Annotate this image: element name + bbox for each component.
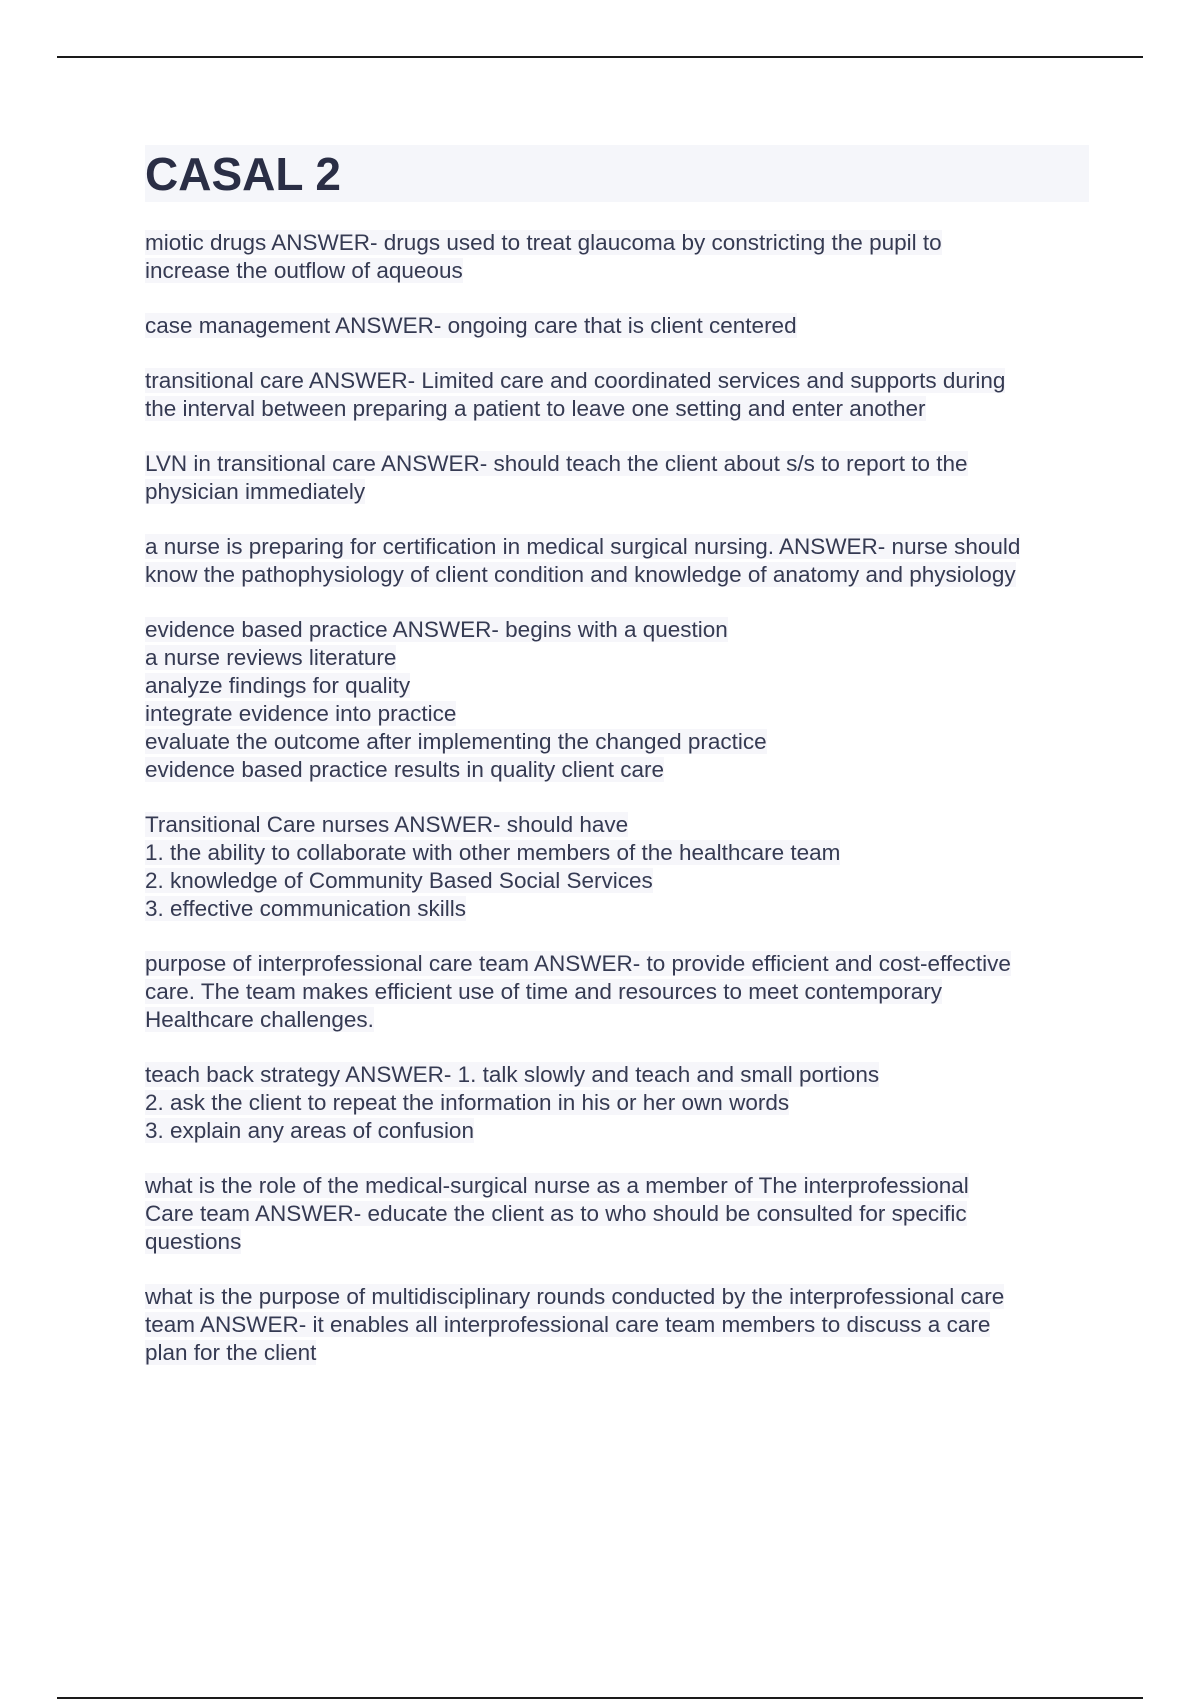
qa-line bbox=[145, 867, 1095, 895]
qa-line-text: Transitional Care nurses ANSWER- should have bbox=[145, 812, 629, 837]
qa-line-text: plan for the client bbox=[145, 1340, 317, 1365]
qa-line-text: know the pathophysiology of client condition and knowledge of anatomy and physiology bbox=[145, 562, 1016, 587]
qa-line bbox=[145, 700, 1095, 728]
bottom-rule bbox=[57, 1697, 1143, 1699]
qa-line bbox=[145, 811, 1095, 839]
document-title: CASAL 2 bbox=[145, 148, 341, 200]
qa-line bbox=[145, 1117, 1095, 1145]
qa-line bbox=[145, 756, 1095, 784]
qa-entry bbox=[145, 811, 1095, 923]
qa-line bbox=[145, 1089, 1095, 1117]
qa-line bbox=[145, 1061, 1095, 1089]
qa-line-text: 2. ask the client to repeat the information in his or her own words bbox=[145, 1090, 790, 1115]
qa-entry bbox=[145, 950, 1095, 1034]
qa-entry bbox=[145, 312, 1095, 340]
qa-line bbox=[145, 978, 1095, 1006]
qa-line-text: transitional care ANSWER- Limited care and coordinated services and supports during bbox=[145, 368, 1006, 393]
qa-line bbox=[145, 672, 1095, 700]
qa-line-text: case management ANSWER- ongoing care that is client centered bbox=[145, 313, 797, 338]
qa-line-text: the interval between preparing a patient to leave one setting and enter another bbox=[145, 396, 926, 421]
qa-line-text: care. The team makes efficient use of time and resources to meet contemporary bbox=[145, 979, 943, 1004]
qa-line bbox=[145, 561, 1095, 589]
qa-line bbox=[145, 367, 1095, 395]
qa-line bbox=[145, 229, 1095, 257]
qa-line bbox=[145, 839, 1095, 867]
qa-line-text: evaluate the outcome after implementing the changed practice bbox=[145, 729, 767, 754]
qa-line bbox=[145, 312, 1095, 340]
qa-line bbox=[145, 616, 1095, 644]
qa-list bbox=[145, 229, 1095, 1394]
qa-line-text: a nurse reviews literature bbox=[145, 645, 397, 670]
qa-entry bbox=[145, 616, 1095, 784]
qa-line bbox=[145, 1172, 1095, 1200]
qa-line bbox=[145, 728, 1095, 756]
qa-line bbox=[145, 395, 1095, 423]
top-rule bbox=[57, 56, 1143, 58]
qa-line bbox=[145, 478, 1095, 506]
qa-line-text: questions bbox=[145, 1229, 242, 1254]
qa-line bbox=[145, 950, 1095, 978]
qa-entry bbox=[145, 1061, 1095, 1145]
qa-line-text: what is the role of the medical-surgical nurse as a member of The interprofessional bbox=[145, 1173, 969, 1198]
qa-line-text: miotic drugs ANSWER- drugs used to treat glaucoma by constricting the pupil to bbox=[145, 230, 942, 255]
qa-entry bbox=[145, 533, 1095, 589]
qa-line-text: team ANSWER- it enables all interprofessional care team members to discuss a care bbox=[145, 1312, 991, 1337]
qa-line bbox=[145, 1311, 1095, 1339]
qa-line-text: 1. the ability to collaborate with other members of the healthcare team bbox=[145, 840, 841, 865]
qa-line bbox=[145, 1006, 1095, 1034]
qa-line bbox=[145, 1339, 1095, 1367]
qa-line bbox=[145, 257, 1095, 285]
qa-line-text: a nurse is preparing for certification in medical surgical nursing. ANSWER- nurse should bbox=[145, 534, 1021, 559]
qa-line-text: increase the outflow of aqueous bbox=[145, 258, 463, 283]
qa-entry bbox=[145, 367, 1095, 423]
qa-line-text: 2. knowledge of Community Based Social Services bbox=[145, 868, 653, 893]
qa-line-text: evidence based practice ANSWER- begins with a question bbox=[145, 617, 728, 642]
qa-line-text: 3. explain any areas of confusion bbox=[145, 1118, 474, 1143]
qa-entry bbox=[145, 1172, 1095, 1256]
qa-entry bbox=[145, 450, 1095, 506]
qa-line-text: integrate evidence into practice bbox=[145, 701, 457, 726]
qa-entry bbox=[145, 229, 1095, 285]
qa-line bbox=[145, 1283, 1095, 1311]
qa-line-text: what is the purpose of multidisciplinary rounds conducted by the interprofessional care bbox=[145, 1284, 1005, 1309]
qa-line-text: teach back strategy ANSWER- 1. talk slowly and teach and small portions bbox=[145, 1062, 880, 1087]
qa-line-text: LVN in transitional care ANSWER- should teach the client about s/s to report to the bbox=[145, 451, 968, 476]
qa-line-text: Healthcare challenges. bbox=[145, 1007, 374, 1032]
qa-line bbox=[145, 1228, 1095, 1256]
qa-line-text: 3. effective communication skills bbox=[145, 896, 466, 921]
qa-line-text: evidence based practice results in quality client care bbox=[145, 757, 665, 782]
qa-line bbox=[145, 1200, 1095, 1228]
qa-line-text: analyze findings for quality bbox=[145, 673, 411, 698]
qa-entry bbox=[145, 1283, 1095, 1367]
qa-line bbox=[145, 533, 1095, 561]
qa-line bbox=[145, 644, 1095, 672]
qa-line bbox=[145, 450, 1095, 478]
qa-line-text: Care team ANSWER- educate the client as to who should be consulted for specific bbox=[145, 1201, 967, 1226]
qa-line-text: purpose of interprofessional care team ANSWER- to provide efficient and cost-effective bbox=[145, 951, 1011, 976]
qa-line-text: physician immediately bbox=[145, 479, 366, 504]
qa-line bbox=[145, 895, 1095, 923]
